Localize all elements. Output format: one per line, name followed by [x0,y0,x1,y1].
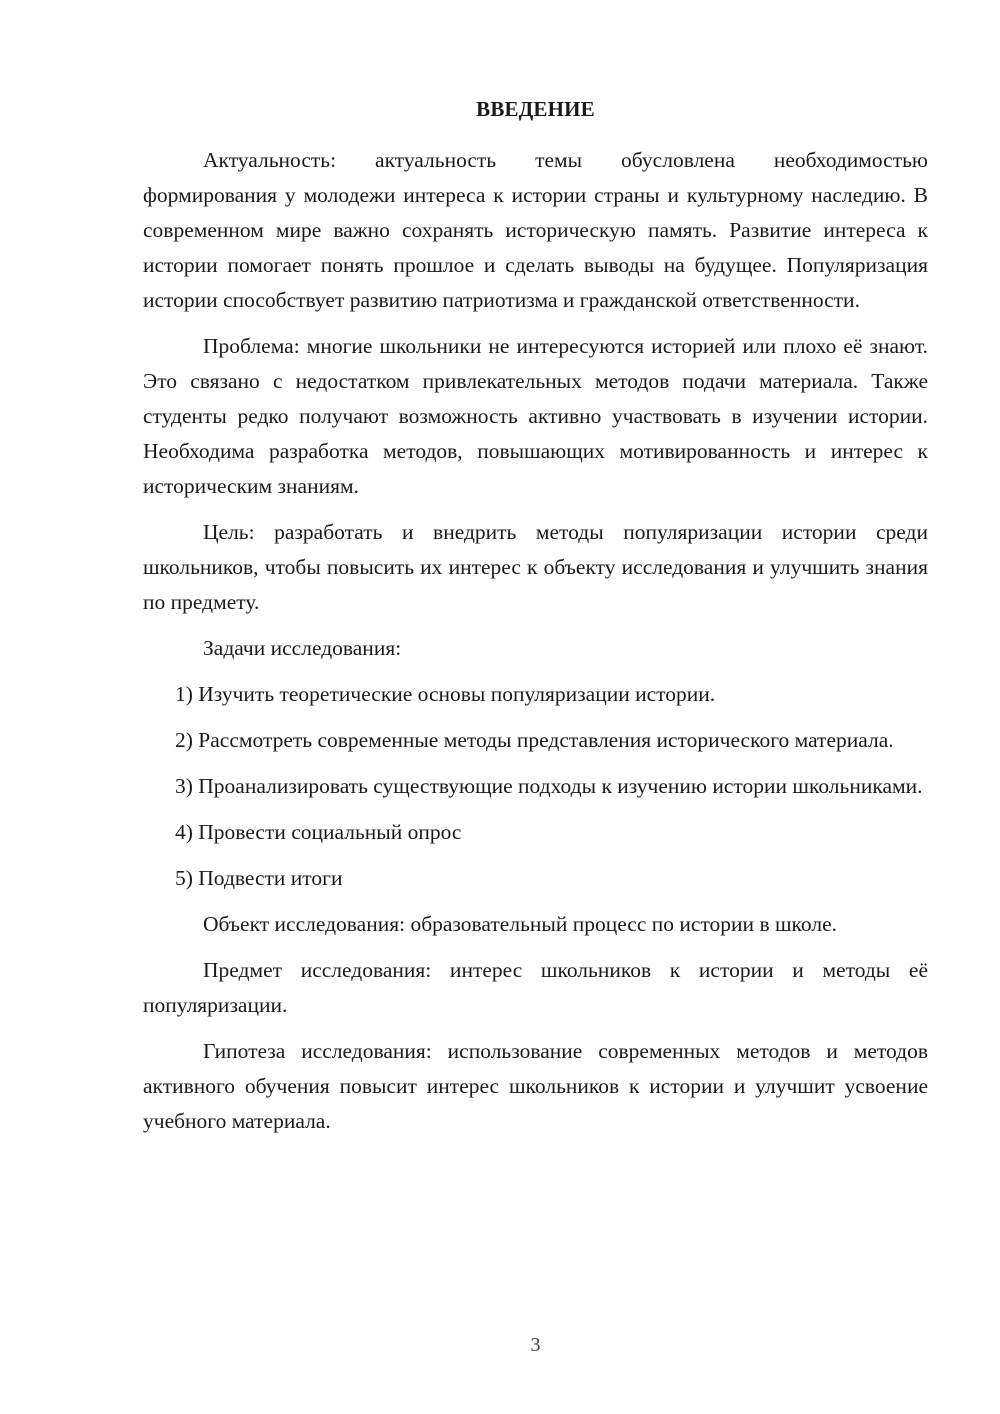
task-item: 1) Изучить теоретические основы популяризации истории. [175,682,716,706]
task-item: 4) Провести социальный опрос [175,820,462,844]
relevance-paragraph: Актуальность: актуальность темы обусловлена необходимостью формирования у молодежи интереса к истории страны и культурному наследию. В современном мире важно сохранять историческую память. Развитие интереса к истории помогает понять прошлое и сделать выводы на будущее. Популяризация истории способствует развитию патриотизма и гражданской ответственности. [143,148,928,312]
task-item: 2) Рассмотреть современные методы представления исторического материала. [175,728,894,752]
object-paragraph: Объект исследования: образовательный процесс по истории в школе. [203,912,837,936]
task-item: 5) Подвести итоги [175,866,343,890]
hypothesis-paragraph: Гипотеза исследования: использование современных методов и методов активного обучения повысит интерес школьников к истории и улучшит усвоение учебного материала. [143,1039,928,1133]
subject-paragraph: Предмет исследования: интерес школьников к истории и методы её популяризации. [143,958,928,1017]
section-title: ВВЕДЕНИЕ [476,97,595,121]
goal-paragraph: Цель: разработать и внедрить методы популяризации истории среди школьников, чтобы повысить их интерес к объекту исследования и улучшить знания по предмету. [143,520,928,614]
tasks-heading: Задачи исследования: [203,636,402,660]
task-item: 3) Проанализировать существующие подходы к изучению истории школьниками. [175,774,923,798]
document-page [143,92,928,1150]
page-number: 3 [530,1334,541,1356]
problem-paragraph: Проблема: многие школьники не интересуются историей или плохо её знают. Это связано с недостатком привлекательных методов подачи материала. Также студенты редко получают возможность активно участвовать в изучении истории. Необходима разработка методов, повышающих мотивированность и интерес к историческим знаниям. [143,334,928,498]
